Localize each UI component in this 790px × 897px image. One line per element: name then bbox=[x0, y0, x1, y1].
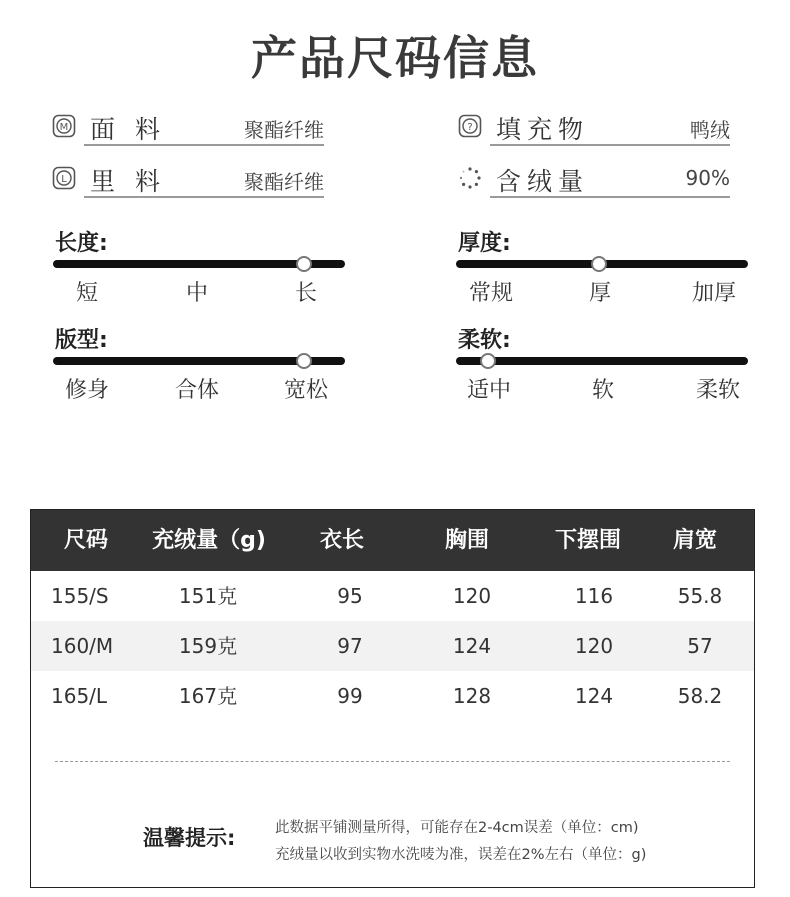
svg-text:M: M bbox=[59, 122, 69, 133]
attribute-underline bbox=[84, 144, 324, 146]
page-title: 产品尺码信息 bbox=[251, 31, 539, 85]
scale-track bbox=[456, 357, 748, 365]
table-header-cell: 下摆围 bbox=[554, 528, 622, 553]
scale-tick: 长 bbox=[294, 281, 318, 306]
table-cell: 99 bbox=[337, 684, 363, 708]
table-header-cell: 充绒量（g) bbox=[152, 528, 266, 553]
table-header-cell: 尺码 bbox=[63, 528, 109, 553]
attribute-underline bbox=[490, 144, 730, 146]
l-letter-icon bbox=[52, 166, 76, 190]
attribute-lining bbox=[52, 160, 324, 200]
attribute-label: 面 料 bbox=[90, 115, 166, 144]
table-cell: 159克 bbox=[178, 634, 238, 658]
scale-tick: 适中 bbox=[466, 378, 512, 403]
scale-title: 长度: bbox=[55, 231, 108, 256]
table-cell: 97 bbox=[337, 634, 363, 658]
table-cell: 151克 bbox=[178, 584, 238, 608]
scale-knob bbox=[591, 256, 607, 272]
scale-tick: 常规 bbox=[468, 281, 514, 306]
table-cell: 120 bbox=[574, 634, 614, 658]
scale-tick: 修身 bbox=[64, 378, 110, 403]
attribute-value: 90% bbox=[685, 166, 730, 190]
scale-softness bbox=[456, 323, 748, 423]
table-cell: 124 bbox=[574, 684, 614, 708]
scale-tick: 柔软 bbox=[695, 378, 741, 403]
scale-tick: 短 bbox=[75, 281, 99, 306]
attribute-filling bbox=[458, 108, 730, 148]
attribute-underline bbox=[490, 196, 730, 198]
scale-knob bbox=[480, 353, 496, 369]
attribute-label: 含绒量 bbox=[496, 167, 590, 196]
scale-title: 厚度: bbox=[458, 231, 511, 256]
scale-title: 版型: bbox=[55, 328, 108, 353]
table-cell: 160/M bbox=[51, 634, 114, 658]
table-cell: 57 bbox=[687, 634, 713, 658]
table-cell: 116 bbox=[574, 584, 614, 608]
tips-label: 温馨提示: bbox=[143, 826, 236, 850]
scale-length bbox=[53, 226, 345, 326]
size-table bbox=[30, 509, 755, 888]
svg-text:?: ? bbox=[467, 122, 473, 133]
table-cell: 95 bbox=[337, 584, 363, 608]
svg-text:L: L bbox=[61, 174, 67, 185]
dotted-circle-icon bbox=[458, 166, 482, 190]
attribute-label: 里 料 bbox=[90, 167, 166, 196]
table-header bbox=[31, 510, 754, 571]
table-cell: 120 bbox=[452, 584, 492, 608]
table-cell: 165/L bbox=[51, 684, 108, 708]
table-row bbox=[31, 671, 754, 721]
table-header-cell: 肩宽 bbox=[672, 528, 718, 553]
dashed-divider bbox=[55, 761, 730, 762]
scale-tick: 宽松 bbox=[283, 378, 329, 403]
tips-line: 此数据平铺测量所得，可能存在2-4cm误差（单位：cm) bbox=[275, 820, 639, 836]
scale-thickness bbox=[456, 226, 748, 326]
scale-tick: 加厚 bbox=[691, 281, 737, 306]
attribute-label: 填充物 bbox=[496, 115, 590, 144]
table-cell: 167克 bbox=[178, 684, 238, 708]
table-row bbox=[31, 621, 754, 671]
scale-knob bbox=[296, 256, 312, 272]
table-row bbox=[31, 571, 754, 621]
attribute-value: 鸭绒 bbox=[690, 118, 730, 142]
table-cell: 124 bbox=[452, 634, 492, 658]
table-cell: 55.8 bbox=[677, 584, 723, 608]
scale-tick: 合体 bbox=[174, 378, 220, 403]
scale-title: 柔软: bbox=[458, 328, 511, 353]
scale-fit bbox=[53, 323, 345, 423]
attribute-underline bbox=[84, 196, 324, 198]
attribute-value: 聚酯纤维 bbox=[244, 118, 324, 142]
table-header-cell: 衣长 bbox=[319, 528, 365, 553]
m-letter-icon bbox=[52, 114, 76, 138]
attribute-value: 聚酯纤维 bbox=[244, 170, 324, 194]
table-cell: 58.2 bbox=[677, 684, 723, 708]
attribute-fabric bbox=[52, 108, 324, 148]
attribute-down-content bbox=[458, 160, 730, 200]
question-icon bbox=[458, 114, 482, 138]
scale-tick: 厚 bbox=[588, 281, 612, 306]
scale-knob bbox=[296, 353, 312, 369]
table-cell: 128 bbox=[452, 684, 492, 708]
scale-tick: 中 bbox=[185, 281, 209, 306]
tips-line: 充绒量以收到实物水洗唛为准，误差在2%左右（单位：g) bbox=[275, 847, 647, 863]
scale-tick: 软 bbox=[591, 378, 615, 403]
table-cell: 155/S bbox=[51, 584, 109, 608]
table-header-cell: 胸围 bbox=[444, 528, 490, 553]
